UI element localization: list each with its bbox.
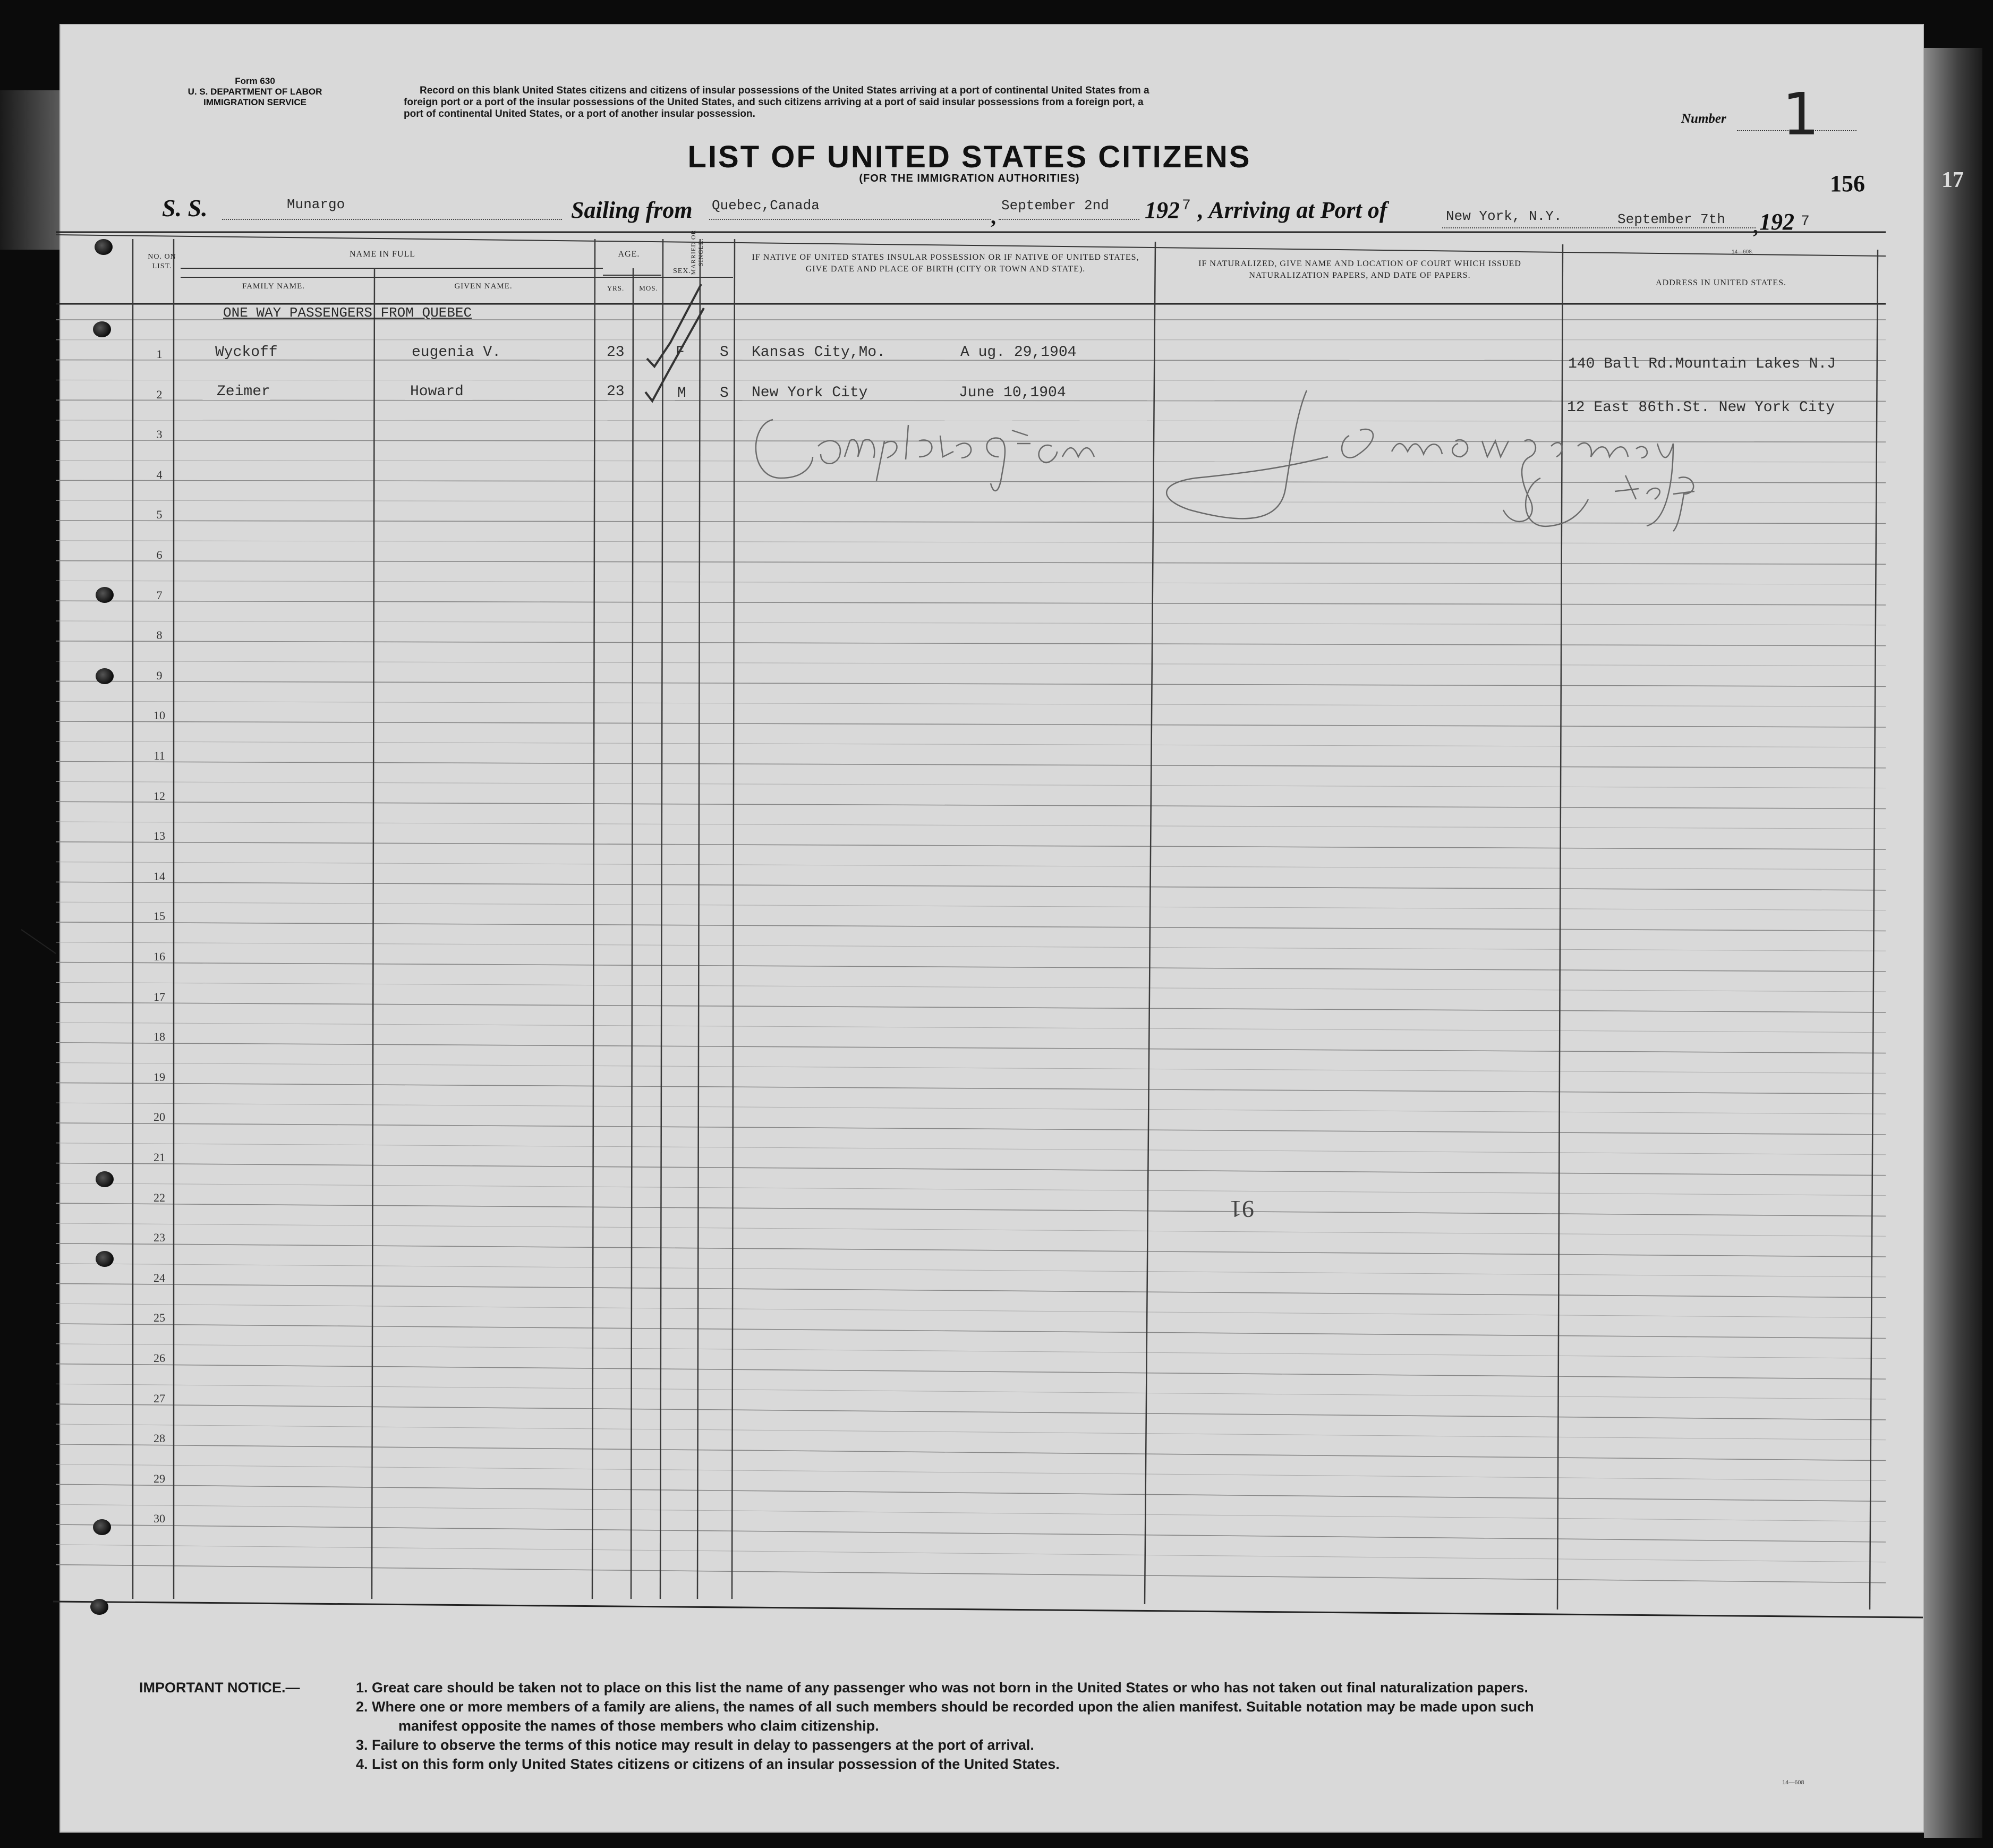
notice-item bbox=[356, 1680, 1534, 1699]
row-number: 1 bbox=[156, 347, 163, 361]
row-number: 14 bbox=[154, 869, 165, 883]
year-suffix-2: 7 bbox=[1801, 214, 1810, 230]
row-half-rule bbox=[56, 500, 1886, 503]
year-prefix-1: 192 bbox=[1145, 197, 1180, 223]
row-rule bbox=[56, 1484, 1886, 1501]
arriving-label: , Arriving at Port of bbox=[1198, 197, 1387, 223]
row-number: 16 bbox=[154, 950, 165, 963]
sailing-from: Quebec,Canada bbox=[712, 198, 820, 214]
row-rule bbox=[56, 641, 1886, 646]
row-number: 28 bbox=[154, 1432, 165, 1445]
row-half-rule bbox=[56, 1344, 1886, 1359]
row-number: 18 bbox=[154, 1030, 165, 1044]
header-yrs: YRS. bbox=[607, 284, 625, 292]
birth-date-cell: A ug. 29,1904 bbox=[960, 344, 1077, 361]
print-code-top: 14—608. bbox=[1732, 249, 1753, 255]
row-half-rule bbox=[56, 420, 1886, 421]
page-stamp: 156 bbox=[1830, 171, 1865, 197]
sex-cell: F bbox=[676, 344, 685, 361]
header-naturalized: IF NATURALIZED, GIVE NAME AND LOCATION OF COURT WHICH ISSUED NATURALIZATION PAPERS, AND DATE OF PAPERS. bbox=[1198, 259, 1521, 280]
notice-text: manifest opposite the names of those members who claim citizenship. bbox=[398, 1718, 879, 1734]
signature-text bbox=[1222, 531, 1227, 532]
row-half-rule bbox=[56, 621, 1886, 625]
row-rule bbox=[56, 802, 1886, 808]
row-half-rule bbox=[56, 1223, 1886, 1236]
notice-list bbox=[356, 1680, 1534, 1775]
header-family-name: FAMILY NAME. bbox=[242, 282, 305, 291]
row-rule bbox=[56, 1083, 1886, 1094]
row-rule bbox=[56, 842, 1886, 849]
notice-heading: IMPORTANT NOTICE.— bbox=[139, 1680, 300, 1696]
sailing-label: Sailing from bbox=[571, 197, 693, 223]
group-note: ONE WAY PASSENGERS FROM QUEBEC bbox=[223, 305, 472, 321]
row-half-rule bbox=[56, 1545, 1886, 1562]
row-half-rule bbox=[56, 461, 1886, 462]
row-half-rule bbox=[56, 581, 1886, 584]
row-rule bbox=[56, 561, 1886, 565]
row-half-rule bbox=[56, 1424, 1886, 1440]
number-value: 1 bbox=[1782, 80, 1819, 148]
row-rule bbox=[56, 1565, 1886, 1583]
arriving-date: September 7th bbox=[1617, 211, 1725, 227]
row-half-rule bbox=[56, 902, 1886, 910]
row-number: 20 bbox=[154, 1110, 165, 1124]
arriving-port: New York, N.Y. bbox=[1446, 208, 1562, 224]
row-half-rule bbox=[56, 1504, 1886, 1521]
row-half-rule bbox=[56, 822, 1886, 829]
row-rule bbox=[56, 963, 1886, 972]
department: U. S. DEPARTMENT OF LABOR bbox=[188, 87, 322, 97]
ss-label: S. S. bbox=[162, 194, 208, 222]
row-number: 21 bbox=[154, 1151, 165, 1164]
header-given-name: GIVEN NAME. bbox=[454, 282, 513, 291]
page-subtitle: (FOR THE IMMIGRATION AUTHORITIES) bbox=[859, 173, 1080, 184]
punch-hole bbox=[95, 239, 113, 255]
header-sex: SEX. bbox=[673, 267, 691, 275]
punch-hole bbox=[96, 587, 114, 603]
row-number: 17 bbox=[154, 990, 165, 1003]
year-suffix-1: 7 bbox=[1182, 198, 1191, 214]
row-rule bbox=[56, 1525, 1886, 1542]
row-half-rule bbox=[56, 1143, 1886, 1155]
comma: , bbox=[991, 205, 996, 228]
row-number: 13 bbox=[154, 829, 165, 843]
address-cell: 12 East 86th.St. New York City bbox=[1567, 399, 1835, 416]
row-half-rule bbox=[56, 701, 1886, 706]
punch-hole bbox=[90, 1599, 108, 1615]
family-name-cell: Zeimer bbox=[217, 384, 270, 400]
row-rule bbox=[56, 1283, 1886, 1297]
row-half-rule bbox=[56, 742, 1886, 747]
row-half-rule bbox=[56, 1304, 1886, 1317]
row-rule bbox=[56, 1244, 1886, 1257]
service: IMMIGRATION SERVICE bbox=[203, 97, 306, 107]
header-mos: MOS. bbox=[639, 284, 658, 292]
row-half-rule bbox=[56, 541, 1886, 544]
row-half-rule bbox=[56, 1464, 1886, 1481]
row-half-rule bbox=[56, 781, 1886, 788]
row-number: 25 bbox=[154, 1311, 165, 1325]
notice-item bbox=[356, 1718, 1534, 1737]
notice-text: Failure to observe the terms of this notice may result in delay to passengers at the port of arrival. bbox=[372, 1737, 1034, 1753]
punch-hole bbox=[96, 668, 114, 684]
row-number: 4 bbox=[156, 467, 163, 481]
notice-text: Great care should be taken not to place on this list the name of any passenger who was not born in the United States or who has not taken out final naturalization papers. bbox=[372, 1680, 1528, 1696]
row-rule bbox=[56, 601, 1886, 605]
instruction-line: port of continental United States, or a port of another insular possession. bbox=[404, 108, 755, 120]
marital-cell: S bbox=[720, 385, 729, 402]
age-years-cell: 23 bbox=[607, 384, 625, 400]
print-code-bottom: 14—608 bbox=[1782, 1779, 1804, 1786]
row-half-rule bbox=[56, 1384, 1886, 1399]
row-number: 12 bbox=[154, 789, 165, 803]
form-number: Form 630 bbox=[235, 76, 275, 86]
row-rule bbox=[56, 1123, 1886, 1135]
birth-place-cell: New York City bbox=[752, 385, 868, 401]
family-name-cell: Wyckoff bbox=[215, 344, 278, 361]
row-number: 8 bbox=[156, 628, 163, 642]
row-half-rule bbox=[56, 1063, 1886, 1074]
punch-hole bbox=[96, 1251, 114, 1267]
marital-cell: S bbox=[720, 344, 729, 361]
punch-hole bbox=[96, 1171, 114, 1187]
row-half-rule bbox=[56, 862, 1886, 870]
notice-number: 4. bbox=[356, 1756, 368, 1772]
row-number: 9 bbox=[156, 668, 163, 682]
row-half-rule bbox=[56, 661, 1886, 666]
punch-hole bbox=[93, 321, 111, 337]
punch-hole bbox=[93, 1519, 111, 1535]
birth-place-cell: Kansas City,Mo. bbox=[752, 344, 886, 361]
row-number: 10 bbox=[154, 709, 165, 722]
row-number: 30 bbox=[154, 1512, 165, 1526]
row-number: 2 bbox=[156, 387, 163, 401]
row-rule bbox=[56, 480, 1886, 482]
row-half-rule bbox=[56, 1023, 1886, 1033]
row-half-rule bbox=[56, 1103, 1886, 1114]
row-rule bbox=[56, 1404, 1886, 1420]
header-no-on-list: NO. ON LIST. bbox=[148, 253, 176, 270]
row-rule bbox=[56, 1043, 1886, 1053]
number-label: Number bbox=[1681, 112, 1726, 126]
age-years-cell: 23 bbox=[607, 344, 625, 361]
row-rule bbox=[56, 1163, 1886, 1176]
row-rule bbox=[56, 721, 1886, 727]
sideways-stamp: 91 bbox=[1230, 1196, 1254, 1223]
notice-number: 1. bbox=[356, 1680, 368, 1696]
notice-item bbox=[356, 1737, 1534, 1756]
row-number: 15 bbox=[154, 909, 165, 923]
notice-number: 3. bbox=[356, 1737, 368, 1753]
notice-item bbox=[356, 1756, 1534, 1775]
row-number: 22 bbox=[154, 1190, 165, 1204]
notice-text: Where one or more members of a family are aliens, the names of all such members should be recorded upon the alien manifest. Suitable notation may be made upon such bbox=[372, 1699, 1534, 1715]
year-prefix-2: 192 bbox=[1759, 209, 1794, 235]
instruction-line: Record on this blank United States citizens and citizens of insular possessions of the United States arriving at a port of continental United States from a bbox=[420, 85, 1149, 96]
row-rule bbox=[56, 882, 1886, 890]
row-rule bbox=[56, 521, 1886, 524]
header-address: ADDRESS IN UNITED STATES. bbox=[1656, 278, 1786, 287]
instruction-line: foreign port or a port of the insular possessions of the United States, and such citizens arriving at a port of said insular possessions from a foreign port, a bbox=[404, 97, 1144, 108]
row-number: 24 bbox=[154, 1271, 165, 1284]
row-number: 7 bbox=[156, 588, 163, 602]
sex-cell: M bbox=[677, 385, 686, 402]
given-name-cell: eugenia V. bbox=[412, 344, 501, 361]
sailing-date: September 2nd bbox=[1001, 198, 1109, 214]
row-number: 29 bbox=[154, 1471, 165, 1485]
check-marks bbox=[645, 284, 704, 401]
row-rule bbox=[56, 762, 1886, 768]
row-rule bbox=[56, 1002, 1886, 1012]
row-number: 27 bbox=[154, 1391, 165, 1405]
row-half-rule bbox=[56, 942, 1886, 951]
row-half-rule bbox=[56, 982, 1886, 992]
row-rule bbox=[56, 1444, 1886, 1461]
given-name-cell: Howard bbox=[410, 384, 464, 400]
row-rule bbox=[56, 1324, 1886, 1339]
row-half-rule bbox=[56, 1183, 1886, 1195]
header-name-in-full: NAME IN FULL bbox=[350, 250, 415, 259]
row-rule bbox=[56, 922, 1886, 931]
row-half-rule bbox=[56, 1264, 1886, 1277]
handwritten-note bbox=[756, 420, 1094, 491]
page-title: LIST OF UNITED STATES CITIZENS bbox=[687, 140, 1251, 174]
notice-number: 2. bbox=[356, 1699, 368, 1715]
row-rule bbox=[56, 1203, 1886, 1216]
notice-text: List on this form only United States citizens or citizens of an insular possession of the United States. bbox=[372, 1756, 1060, 1772]
row-number: 26 bbox=[154, 1351, 165, 1365]
row-number: 5 bbox=[156, 508, 163, 522]
row-number: 23 bbox=[154, 1231, 165, 1245]
header-married-or-single: MARRIED OR SINGLE. bbox=[689, 229, 704, 275]
header-age: AGE. bbox=[618, 250, 640, 259]
notice-item bbox=[356, 1699, 1534, 1718]
birth-date-cell: June 10,1904 bbox=[959, 385, 1066, 401]
comma: , bbox=[1753, 214, 1758, 238]
row-number: 3 bbox=[156, 428, 163, 441]
row-rule bbox=[56, 681, 1886, 686]
ship-name: Munargo bbox=[287, 197, 345, 212]
row-number: 6 bbox=[156, 548, 163, 561]
edge-number: 17 bbox=[1941, 168, 1964, 192]
row-rule bbox=[56, 1364, 1886, 1379]
row-number: 19 bbox=[154, 1070, 165, 1084]
header-birth: IF NATIVE OF UNITED STATES INSULAR POSSESSION OR IF NATIVE OF UNITED STATES, GIVE DATE AND PLACE OF BIRTH (CITY OR TOWN AND STATE). bbox=[752, 253, 1139, 274]
address-cell: 140 Ball Rd.Mountain Lakes N.J bbox=[1568, 356, 1836, 372]
row-rule bbox=[56, 440, 1886, 442]
row-number: 11 bbox=[154, 749, 165, 762]
